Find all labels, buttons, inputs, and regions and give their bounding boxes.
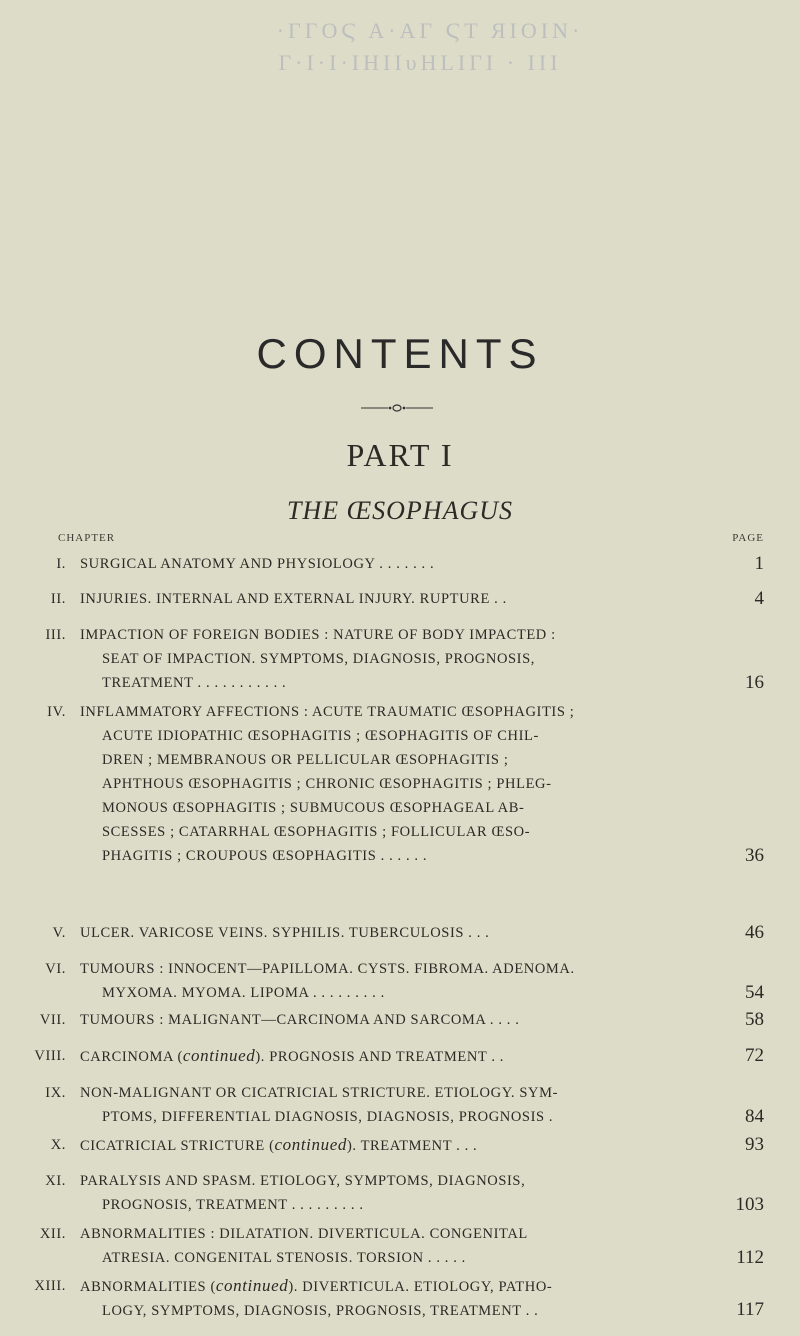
chapter-title-line: TUMOURS : INNOCENT—PAPILLOMA. CYSTS. FIBROMA. ADENOMA.: [80, 961, 575, 977]
chapter-title: [80, 1169, 720, 1217]
contents-heading: CONTENTS: [256, 330, 544, 377]
chapter-title-line: NON-MALIGNANT OR CICATRICIAL STRICTURE. ETIOLOGY. SYM-: [80, 1085, 558, 1101]
chapter-title: [80, 921, 720, 945]
chapter-title-line: ATRESIA. CONGENITAL STENOSIS. TORSION . . . . .: [102, 1250, 466, 1266]
chapter-title-line: DREN ; MEMBRANOUS OR PELLICULAR ŒSOPHAGITIS ;: [102, 752, 509, 768]
chapter-title: [80, 587, 720, 611]
part-subject: THE ŒSOPHAGUS: [286, 496, 514, 525]
page-number: 103: [735, 1194, 764, 1215]
chapter-title-line: ABNORMALITIES : DILATATION. DIVERTICULA. CONGENITAL: [80, 1226, 528, 1242]
italic-continued: continued: [274, 1135, 347, 1154]
ornament-divider-icon: [361, 404, 433, 412]
chapter-title-line: TUMOURS : MALIGNANT—CARCINOMA AND SARCOMA . . . .: [80, 1012, 520, 1028]
page-number: 54: [745, 982, 764, 1003]
bleed-through-line-1: ·ΓΓΟϚ Α·ΑΓ ϚΤ ЯΙΟΙΝ·: [276, 18, 584, 43]
chapter-title-line: SURGICAL ANATOMY AND PHYSIOLOGY . . . . . . .: [80, 556, 435, 572]
chapter-title-line: APHTHOUS ŒSOPHAGITIS ; CHRONIC ŒSOPHAGITIS ; PHLEG-: [102, 776, 552, 792]
chapter-title-line: PROGNOSIS, TREATMENT . . . . . . . . .: [102, 1197, 364, 1213]
chapter-title: [80, 1274, 720, 1323]
page-number: 46: [745, 922, 764, 943]
chapter-number: X.: [50, 1137, 66, 1153]
chapter-number: I.: [56, 556, 66, 572]
italic-continued: continued: [215, 1276, 289, 1295]
chapter-number: II.: [50, 591, 66, 607]
chapter-title-line: PARALYSIS AND SPASM. ETIOLOGY, SYMPTOMS, DIAGNOSIS,: [80, 1173, 526, 1189]
page-number: 16: [745, 672, 764, 693]
chapter-title-line: LOGY, SYMPTOMS, DIAGNOSIS, PROGNOSIS, TREATMENT . .: [102, 1303, 539, 1319]
chapter-title-line: CICATRICIAL STRICTURE (continued). TREATMENT . . .: [80, 1135, 478, 1154]
chapter-title: [80, 623, 720, 695]
page-number: 1: [754, 553, 764, 574]
chapter-title-line: PTOMS, DIFFERENTIAL DIAGNOSIS, DIAGNOSIS, PROGNOSIS .: [102, 1109, 554, 1125]
chapter-title: [80, 1044, 720, 1069]
chapter-title: [80, 1222, 720, 1270]
italic-continued: continued: [182, 1046, 256, 1065]
chapter-number: V.: [52, 925, 66, 941]
chapter-title: [80, 1081, 720, 1129]
page-number: 93: [745, 1134, 764, 1155]
chapter-title-line: ULCER. VARICOSE VEINS. SYPHILIS. TUBERCULOSIS . . .: [80, 925, 490, 941]
chapter-title-line: MYXOMA. MYOMA. LIPOMA . . . . . . . . .: [102, 985, 385, 1001]
chapter-title-line: PHAGITIS ; CROUPOUS ŒSOPHAGITIS . . . . . .: [102, 848, 428, 864]
chapter-number: VII.: [39, 1012, 66, 1028]
part-title: PART I: [346, 437, 454, 473]
chapter-title: [80, 552, 720, 576]
page-number: 117: [736, 1299, 764, 1320]
chapter-title-line: ABNORMALITIES (continued). DIVERTICULA. ETIOLOGY, PATHO-: [80, 1276, 553, 1295]
chapter-title-line: SCESSES ; CATARRHAL ŒSOPHAGITIS ; FOLLICULAR ŒSO-: [102, 824, 531, 840]
chapter-title-line: INFLAMMATORY AFFECTIONS : ACUTE TRAUMATIC ŒSOPHAGITIS ;: [80, 704, 575, 720]
bleed-through-line-2: Γ·Ι·Ι·ΙΗΙΙυΗLΙΓΙ · ΙΙΙ: [278, 50, 562, 75]
chapter-number: VIII.: [34, 1048, 66, 1064]
chapter-number: XII.: [39, 1226, 66, 1242]
chapter-title: [80, 700, 720, 868]
page-number: 36: [745, 845, 764, 866]
chapter-column-header: CHAPTER: [58, 532, 116, 544]
chapter-title-line: TREATMENT . . . . . . . . . . .: [102, 675, 287, 691]
chapter-title: [80, 957, 720, 1005]
chapter-number: XI.: [45, 1173, 66, 1189]
page-number: 58: [745, 1009, 764, 1030]
page-number: 112: [736, 1247, 764, 1268]
chapter-title-line: CARCINOMA (continued). PROGNOSIS AND TREATMENT . .: [80, 1046, 504, 1065]
chapter-number: VI.: [45, 961, 66, 977]
chapter-number: XIII.: [34, 1278, 66, 1294]
chapter-title-line: INJURIES. INTERNAL AND EXTERNAL INJURY. RUPTURE . .: [80, 591, 507, 607]
chapter-title-line: SEAT OF IMPACTION. SYMPTOMS, DIAGNOSIS, PROGNOSIS,: [102, 651, 536, 667]
chapter-title: [80, 1008, 720, 1032]
chapter-number: III.: [45, 627, 66, 643]
chapter-title-line: ACUTE IDIOPATHIC ŒSOPHAGITIS ; ŒSOPHAGITIS OF CHIL-: [102, 728, 539, 744]
chapter-number: IX.: [45, 1085, 66, 1101]
chapter-title-line: IMPACTION OF FOREIGN BODIES : NATURE OF BODY IMPACTED :: [80, 627, 556, 643]
chapter-number: IV.: [47, 704, 66, 720]
page-number: 84: [745, 1106, 764, 1127]
page-number: 4: [754, 588, 764, 609]
chapter-title: [80, 1133, 720, 1158]
page-number: 72: [745, 1045, 764, 1066]
page-column-header: PAGE: [732, 532, 764, 544]
chapter-title-line: MONOUS ŒSOPHAGITIS ; SUBMUCOUS ŒSOPHAGEAL AB-: [102, 800, 525, 816]
